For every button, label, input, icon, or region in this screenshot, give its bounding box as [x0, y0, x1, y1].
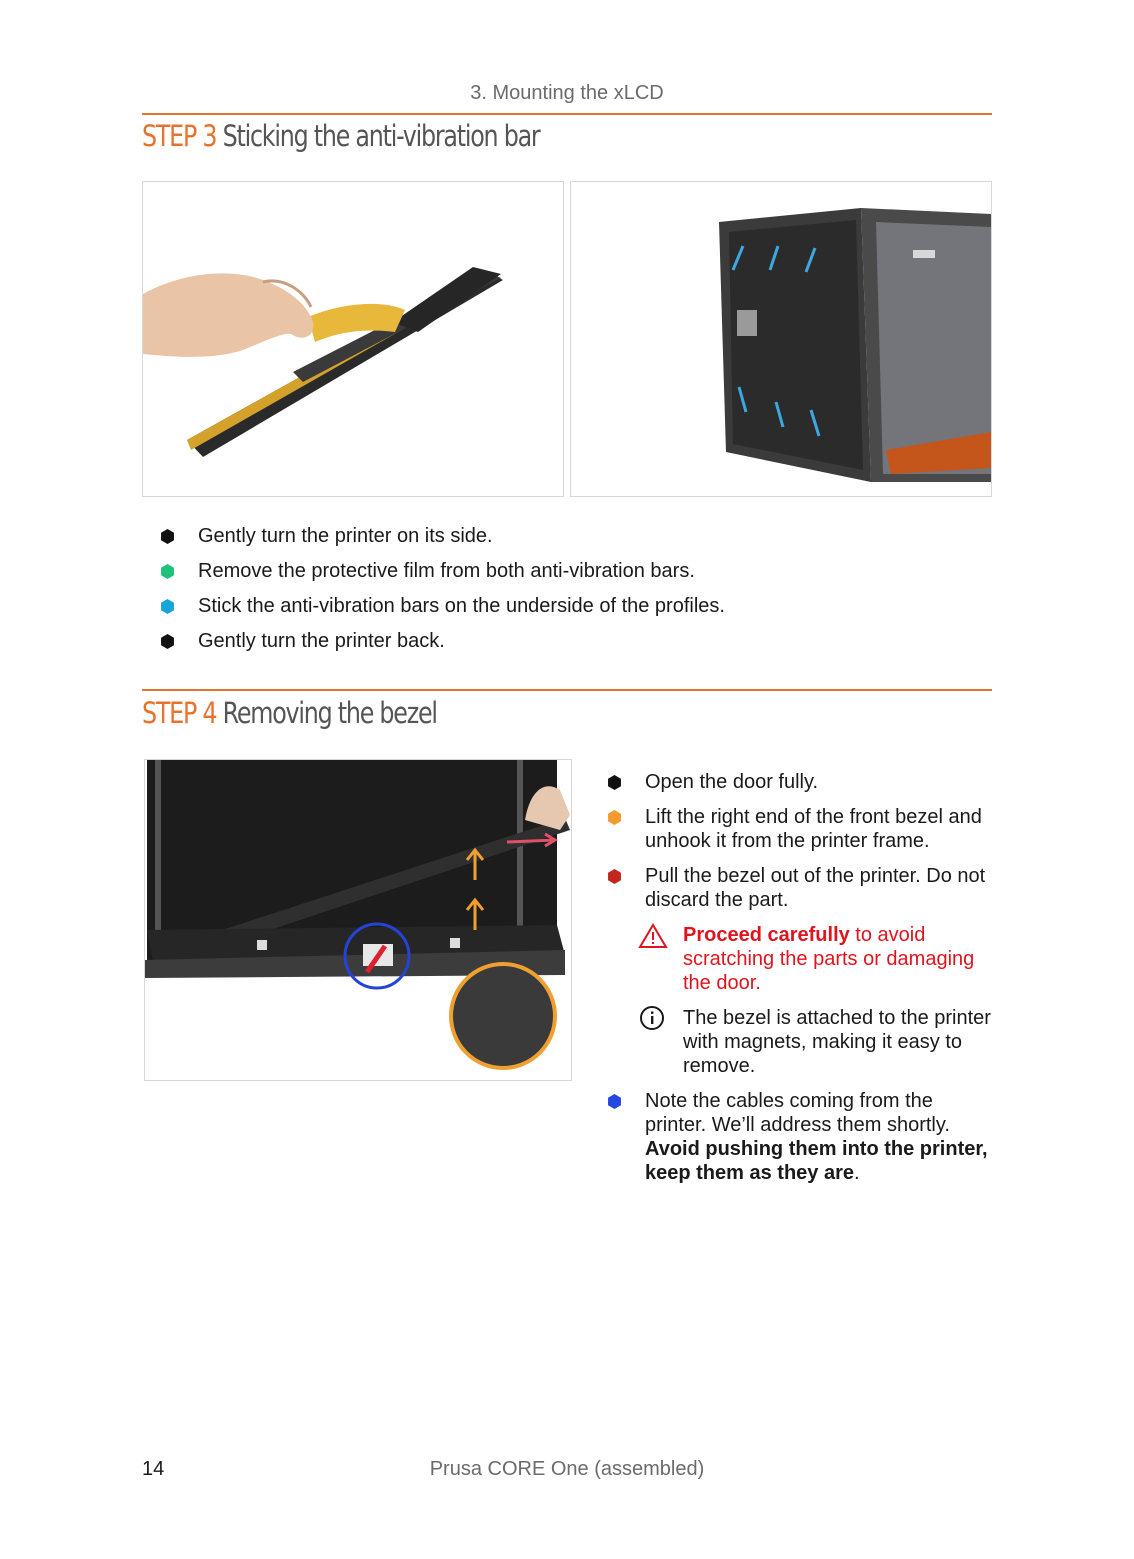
printer-side-illustration	[571, 182, 991, 496]
step4-divider	[142, 689, 992, 691]
step3-divider	[142, 113, 992, 115]
warning-bold-text: Proceed carefully	[683, 924, 850, 946]
step4-bullet	[607, 805, 992, 853]
step4-bullet	[607, 864, 992, 912]
info-text: The bezel is attached to the printer with magnets, making it easy to remove.	[683, 1007, 991, 1077]
step4-title: Removing the bezel	[222, 696, 437, 730]
bullet-bold-text: Avoid pushing them into the printer, keep them as they are	[645, 1138, 988, 1184]
step4-heading	[142, 696, 437, 730]
blue-hexagon-icon	[160, 599, 175, 614]
step4-instructions	[607, 770, 992, 1196]
warning-triangle-icon	[638, 923, 668, 949]
document-title: Prusa CORE One (assembled)	[429, 1458, 705, 1480]
bullet-text: Note the cables coming from the printer. We’ll address them shortly.	[645, 1090, 950, 1136]
step3-bullet	[142, 524, 992, 548]
bullet-text: Pull the bezel out of the printer. Do not discard the part.	[645, 865, 986, 911]
page-number: 14	[142, 1458, 165, 1480]
bullet-text: Stick the anti-vibration bars on the underside of the profiles.	[198, 595, 725, 617]
step4-bullet	[607, 1089, 992, 1185]
warning-text: to avoid scratching the parts or damaging the door.	[683, 924, 975, 994]
bullet-text: Remove the protective film from both anti-vibration bars.	[198, 560, 695, 582]
black-hexagon-icon	[160, 529, 175, 544]
black-hexagon-icon	[607, 775, 622, 790]
step3-heading	[142, 119, 539, 153]
bullet-text: Open the door fully.	[645, 771, 819, 793]
step3-instructions	[142, 524, 992, 664]
step3-bullet	[142, 629, 992, 653]
step3-title: Sticking the anti-vibration bar	[222, 119, 540, 153]
step3-bullet	[142, 559, 992, 583]
bezel-removal-illustration	[145, 760, 571, 1080]
bullet-text: Gently turn the printer back.	[198, 630, 445, 652]
red-hexagon-icon	[607, 869, 622, 884]
step4-bullet-list	[607, 770, 992, 912]
chapter-heading: 3. Mounting the xLCD	[470, 82, 664, 104]
bullet-text: Lift the right end of the front bezel and unhook it from the printer frame.	[645, 806, 982, 852]
step4-bullet-list-end	[607, 1089, 992, 1185]
step3-bullet	[142, 594, 992, 618]
orange-hexagon-icon	[607, 810, 622, 825]
green-hexagon-icon	[160, 564, 175, 579]
blue-hexagon-icon	[607, 1094, 622, 1109]
info-note	[638, 1006, 992, 1078]
step4-image-bezel	[144, 759, 572, 1081]
warning-note	[638, 923, 992, 995]
step4-bullet	[607, 770, 992, 794]
step3-label: STEP 3	[142, 119, 217, 153]
step4-label: STEP 4	[142, 696, 217, 730]
step3-image-peeling-film	[142, 181, 564, 497]
info-circle-icon	[638, 1006, 668, 1032]
step3-image-printer-side	[570, 181, 992, 497]
bullet-text: Gently turn the printer on its side.	[198, 525, 493, 547]
bullet-end-text: .	[854, 1162, 860, 1184]
black-hexagon-icon	[160, 634, 175, 649]
peeling-film-illustration	[143, 182, 563, 496]
